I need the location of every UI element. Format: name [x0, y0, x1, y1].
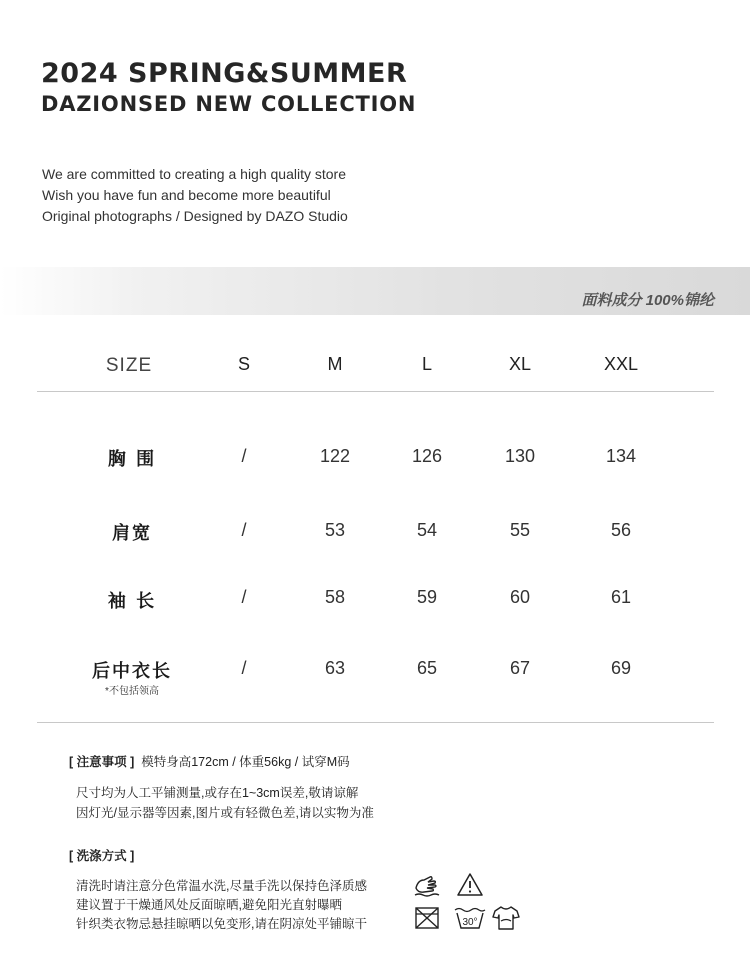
sleeve-s: / [241, 587, 247, 607]
wash-line-2: 建议置于干燥通风处反面晾晒,避免阳光直射曝晒 [76, 898, 342, 912]
chest-xl: 130 [504, 446, 536, 466]
back-length-l: 65 [416, 658, 438, 678]
model-info: 模特身高172cm / 体重56kg / 试穿M码 [141, 755, 350, 769]
sleeve-m: 58 [324, 587, 346, 607]
size-l: L [421, 354, 433, 374]
shoulder-s: / [241, 520, 247, 540]
warning-icon [456, 872, 484, 898]
hand-wash-icon [412, 870, 442, 900]
wash-title: [ 洗涤方式 ] [69, 849, 135, 863]
do-not-tumble-dry-icon [413, 905, 441, 931]
sleeve-xl: 60 [509, 587, 531, 607]
note-line-2: 因灯光/显示器等因素,图片或有轻微色差,请以实物为准 [76, 806, 374, 820]
wash-line-3: 针织类衣物忌悬挂晾晒以免变形,请在阴凉处平铺晾干 [76, 917, 367, 931]
row-label-sleeve: 袖 长 [107, 591, 157, 612]
row-label-chest: 胸 围 [107, 449, 157, 470]
chest-s: / [241, 446, 247, 466]
back-length-m: 63 [324, 658, 346, 678]
size-m: M [327, 354, 343, 374]
row-note-back-length: *不包括领高 [105, 686, 159, 697]
shoulder-xl: 55 [509, 520, 531, 540]
back-length-xxl: 69 [610, 658, 632, 678]
chest-m: 122 [319, 446, 351, 466]
shoulder-l: 54 [416, 520, 438, 540]
note-line-1: 尺寸均为人工平铺测量,或存在1~3cm误差,敬请谅解 [76, 786, 359, 800]
back-length-s: / [241, 658, 247, 678]
chest-xxl: 134 [605, 446, 637, 466]
wash-30-icon [453, 905, 487, 931]
row-label-shoulder: 肩宽 [112, 523, 152, 544]
chest-l: 126 [411, 446, 443, 466]
size-header-label: SIZE [105, 355, 153, 376]
material-text: 面料成分 100%锦纶 [581, 292, 714, 309]
table-top-divider [37, 391, 714, 392]
size-s: S [237, 354, 251, 374]
back-length-xl: 67 [509, 658, 531, 678]
table-bottom-divider [37, 722, 714, 723]
shoulder-m: 53 [324, 520, 346, 540]
attention-title: [ 注意事项 ] [69, 755, 135, 769]
sleeve-xxl: 61 [610, 587, 632, 607]
size-xxl: XXL [603, 354, 639, 374]
row-label-back-length: 后中衣长 [92, 661, 172, 682]
attention-line [69, 752, 350, 770]
title-line-1: 2024 SPRING&SUMMER [41, 58, 408, 89]
tagline-2: Wish you have fun and become more beautiful [42, 187, 331, 203]
shirt-icon [491, 904, 521, 932]
size-xl: XL [508, 354, 532, 374]
tagline-1: We are committed to creating a high quality store [42, 166, 347, 182]
wash-temp-label: 30° [462, 917, 478, 928]
title-line-2: DAZIONSED NEW COLLECTION [41, 92, 417, 116]
shoulder-xxl: 56 [610, 520, 632, 540]
sleeve-l: 59 [416, 587, 438, 607]
wash-line-1: 清洗时请注意分色常温水洗,尽量手洗以保持色泽质感 [76, 879, 367, 893]
tagline-3: Original photographs / Designed by DAZO Studio [42, 208, 348, 224]
